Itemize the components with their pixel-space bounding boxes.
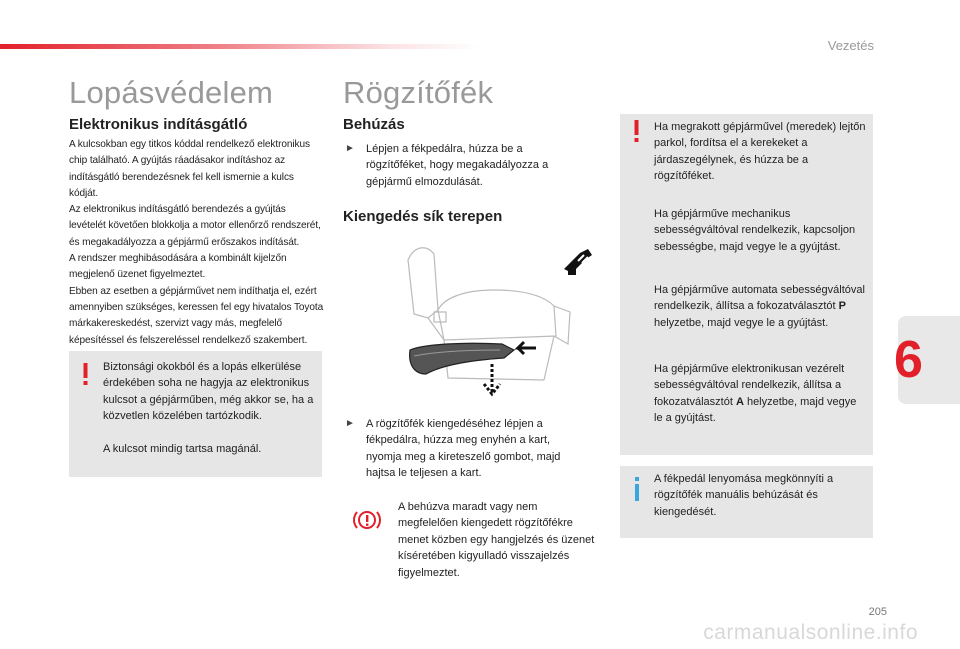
warning-exclamation-icon bbox=[83, 363, 88, 385]
page-title-antitheft: Lopásvédelem bbox=[69, 75, 274, 110]
parking-brake-illustration bbox=[404, 240, 574, 400]
paragraph: A kulcsokban egy titkos kóddal rendelkező elektronikus chip található. A gyújtás ráadásakor indításhoz az indításgátló berendezésnek fel kell ismernie a kulcs kódját. bbox=[69, 139, 310, 199]
info-box bbox=[620, 466, 873, 538]
release-instructions: A rögzítőfék kiengedéséhez lépjen a fékpedálra, húzza meg enyhén a kart, nyomja meg a kireteszelő gombot, majd hajtsa le teljesen a kart. bbox=[366, 418, 561, 480]
chapter-number: 6 bbox=[894, 331, 923, 389]
header-accent-bar bbox=[0, 44, 480, 49]
warning-box-parking bbox=[620, 114, 873, 455]
bullet-arrow-icon: ► bbox=[345, 143, 355, 154]
paragraph: A rendszer meghibásodására a kombinált kijelzőn megjelenő üzenet figyelmeztet. bbox=[69, 253, 287, 281]
page-title-parking-brake: Rögzítőfék bbox=[343, 75, 494, 110]
text-part: Ha gépjárműve elektronikusan vezérelt sebességváltóval rendelkezik, állítsa a fokozatválasztót bbox=[654, 363, 845, 408]
text-part: helyzetbe, majd vegye le a gyújtást. bbox=[654, 316, 829, 329]
watermark: carmanualsonline.info bbox=[703, 621, 918, 644]
paragraph: Az elektronikus indításgátló berendezés a gyújtás levételét követően blokkolja a motor ellenőrző rendszerét, és megakadályozza a gépjármű erőszakos indítását. bbox=[69, 204, 321, 248]
warning-text-keep-key: A kulcsot mindig tartsa magánál. bbox=[103, 443, 262, 455]
warning-manual-gearbox-text: Ha gépjárműve mechanikus sebességváltóval rendelkezik, kapcsoljon sebességbe, majd vegye le a gyújtást. bbox=[654, 208, 856, 253]
page-number: 205 bbox=[868, 606, 887, 618]
selector-position-p: P bbox=[838, 300, 846, 313]
bullet-arrow-icon: ► bbox=[345, 418, 355, 429]
paragraph: Ebben az esetben a gépjárművet nem indíthatja el, ezért amennyiben szükséges, keressen fel egy hivatalos Toyota márkakereskedést, szervizt vagy más, megfelelő képesítéssel és felszereléssel rendelkező szakembert. bbox=[69, 285, 324, 346]
text-part: Ha gépjárműve automata sebességváltóval rendelkezik, állítsa a fokozatválasztót bbox=[654, 284, 865, 313]
subtitle-immobiliser: Elektronikus indításgátló bbox=[69, 116, 248, 133]
heading-apply: Behúzás bbox=[343, 116, 405, 133]
warning-electronic-gearbox-text bbox=[654, 361, 868, 427]
warning-automatic-gearbox-text bbox=[654, 282, 866, 331]
immobiliser-description bbox=[69, 137, 325, 349]
section-name: Vezetés bbox=[827, 38, 874, 53]
selector-position-a: A bbox=[735, 395, 744, 408]
warning-box-key bbox=[69, 351, 322, 477]
warning-exclamation-icon bbox=[634, 120, 639, 142]
info-text: A fékpedál lenyomása megkönnyíti a rögzítőfék manuális behúzását és kiengedését. bbox=[654, 473, 834, 518]
warning-text: Biztonsági okokból és a lopás elkerülése érdekében soha ne hagyja az elektronikus kulcsot a gépjárműben, még akkor se, ha a közvetlen közelében tartózkodik. bbox=[103, 361, 314, 423]
heading-release-flat: Kiengedés sík terepen bbox=[343, 208, 503, 225]
apply-instructions: Lépjen a fékpedálra, húzza be a rögzítőféket, hogy megakadályozza a gépjármű elmozdulását. bbox=[366, 143, 549, 188]
text-part: helyzetbe, majd vegye le a gyújtást. bbox=[654, 395, 857, 425]
info-icon bbox=[634, 477, 640, 501]
brake-warning-icon bbox=[352, 507, 382, 533]
warning-slope-text: Ha megrakott gépjárművel (meredek) lejtőn parkol, fordítsa el a kerekeket a járdaszegélynek, és húzza be a rögzítőféket. bbox=[654, 121, 866, 183]
brake-warning-text: A behúzva maradt vagy nem megfelelően kiengedett rögzítőfékre menet közben egy hangjelzés és üzenet kíséretében kigyulladó visszajelzés figyelmeztet. bbox=[398, 501, 595, 579]
